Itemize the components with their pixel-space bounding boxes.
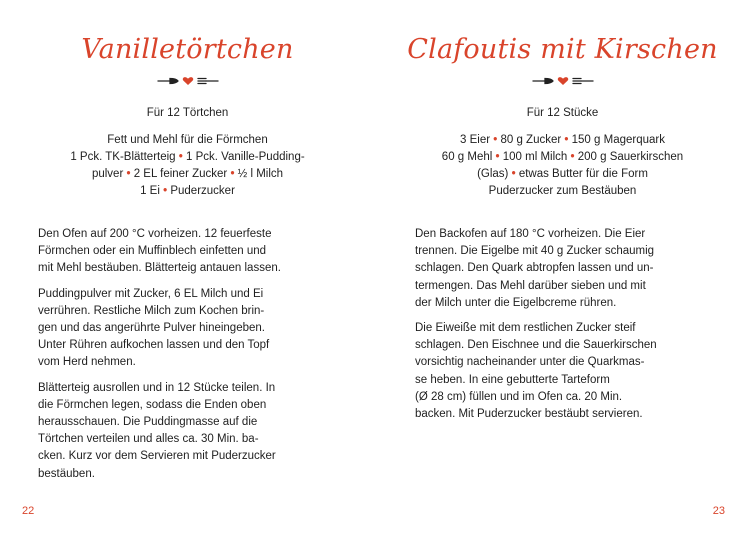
instruction-line: termengen. Das Mehl darüber sieben und mit xyxy=(415,279,646,292)
recipe-yield: Für 12 Stücke xyxy=(526,107,599,119)
instruction-paragraph xyxy=(415,226,715,312)
instruction-line: vorsichtig nacheinander unter die Quarkmas- xyxy=(415,356,645,369)
instruction-line: Die Eiweiße mit dem restlichen Zucker steif xyxy=(415,322,636,335)
ingredient-line xyxy=(405,132,720,149)
ingredient-item: 3 Eier xyxy=(460,134,491,146)
bullet-dot-icon: • xyxy=(490,134,501,146)
recipe-instructions xyxy=(415,226,715,431)
cutlery-heart-divider-icon xyxy=(0,74,375,88)
instruction-line: cken. Kurz vor dem Servieren mit Puderzucker xyxy=(38,450,276,463)
ingredient-line xyxy=(405,183,720,200)
recipe-title: Clafoutis mit Kirschen xyxy=(407,34,718,65)
ingredient-line xyxy=(30,183,345,200)
ingredient-item: (Glas) xyxy=(477,168,509,180)
bullet-dot-icon: • xyxy=(567,151,578,163)
ingredient-item: 200 g Sauerkirschen xyxy=(577,151,684,163)
instruction-line: Törtchen verteilen und alles ca. 30 Min. ba- xyxy=(38,433,259,446)
instruction-line: Förmchen oder ein Muffinblech einfetten und xyxy=(38,245,267,258)
instruction-line: der Milch unter die Eigelbcreme rühren. xyxy=(415,296,617,309)
instruction-paragraph xyxy=(415,320,715,423)
instruction-line: mit Mehl bestäuben. Blätterteig antauen lassen. xyxy=(38,262,281,275)
ingredient-item: Fett und Mehl für die Förmchen xyxy=(107,134,268,146)
instruction-line: bestäuben. xyxy=(38,467,95,480)
bullet-dot-icon: • xyxy=(561,134,572,146)
bullet-dot-icon: • xyxy=(175,151,186,163)
ingredient-list xyxy=(405,132,720,200)
instruction-line: Den Backofen auf 180 °C vorheizen. Die Eier xyxy=(415,228,646,240)
ingredient-line xyxy=(405,149,720,166)
instruction-line: herausschauen. Die Puddingmasse auf die xyxy=(38,416,258,429)
instruction-line: trennen. Die Eigelbe mit 40 g Zucker schaumig xyxy=(415,245,655,258)
ingredient-item: ½ l Milch xyxy=(237,168,284,180)
ingredient-item: 1 Pck. Vanille-Pudding- xyxy=(185,151,305,163)
recipe-title: Vanilletörtchen xyxy=(81,34,294,65)
ingredient-item: pulver xyxy=(91,168,124,180)
instruction-line: Den Ofen auf 200 °C vorheizen. 12 feuerfeste xyxy=(38,228,272,240)
instruction-paragraph xyxy=(38,286,338,372)
instruction-line: Puddingpulver mit Zucker, 6 EL Milch und Ei xyxy=(38,287,264,300)
instruction-line: (Ø 28 cm) füllen und im Ofen ca. 20 Min. xyxy=(415,390,623,403)
instruction-paragraph xyxy=(38,226,338,278)
recipe-instructions xyxy=(38,226,338,491)
instruction-line: verrühren. Restliche Milch zum Kochen brin- xyxy=(38,304,265,317)
bullet-dot-icon: • xyxy=(159,185,171,197)
ingredient-line xyxy=(30,149,345,166)
instruction-line: die Förmchen legen, sodass die Enden oben xyxy=(38,398,267,411)
instruction-line: schlagen. Den Quark abtropfen lassen und un- xyxy=(415,262,654,275)
recipe-yield: Für 12 Törtchen xyxy=(146,107,229,119)
ingredient-item: 150 g Magerquark xyxy=(571,134,665,146)
instruction-line: se heben. In eine gebutterte Tarteform xyxy=(415,373,610,386)
instruction-paragraph xyxy=(38,380,338,483)
bullet-dot-icon: • xyxy=(227,168,238,180)
cutlery-heart-divider-icon xyxy=(375,74,750,88)
instruction-line: Blätterteig ausrollen und in 12 Stücke teilen. In xyxy=(38,381,276,394)
instruction-line: vom Herd nehmen. xyxy=(38,356,136,369)
instruction-line: schlagen. Den Eischnee und die Sauerkirschen xyxy=(415,339,657,352)
ingredient-list xyxy=(30,132,345,200)
ingredient-item: etwas Butter für die Form xyxy=(518,168,648,180)
right-page xyxy=(375,0,750,535)
ingredient-line xyxy=(405,166,720,183)
page-number: 22 xyxy=(22,505,35,517)
ingredient-item: 60 g Mehl xyxy=(441,151,493,163)
bullet-dot-icon: • xyxy=(492,151,503,163)
ingredient-item: 100 ml Milch xyxy=(502,151,568,163)
ingredient-item: Puderzucker xyxy=(170,185,235,197)
ingredient-item: 80 g Zucker xyxy=(500,134,562,146)
ingredient-item: Puderzucker zum Bestäuben xyxy=(488,185,637,197)
ingredient-line xyxy=(30,132,345,149)
instruction-line: Unter Rühren aufkochen lassen und den Topf xyxy=(38,339,270,352)
bullet-dot-icon: • xyxy=(508,168,519,180)
ingredient-item: 2 EL feiner Zucker xyxy=(133,168,228,180)
ingredient-line xyxy=(30,166,345,183)
page-number: 23 xyxy=(712,505,725,517)
ingredient-item: 1 Pck. TK-Blätterteig xyxy=(70,151,176,163)
instruction-line: gen und das angerührte Pulver hineingeben. xyxy=(38,322,265,335)
instruction-line: backen. Mit Puderzucker bestäubt servieren. xyxy=(415,408,643,421)
bullet-dot-icon: • xyxy=(123,168,134,180)
ingredient-item: 1 Ei xyxy=(140,185,160,197)
